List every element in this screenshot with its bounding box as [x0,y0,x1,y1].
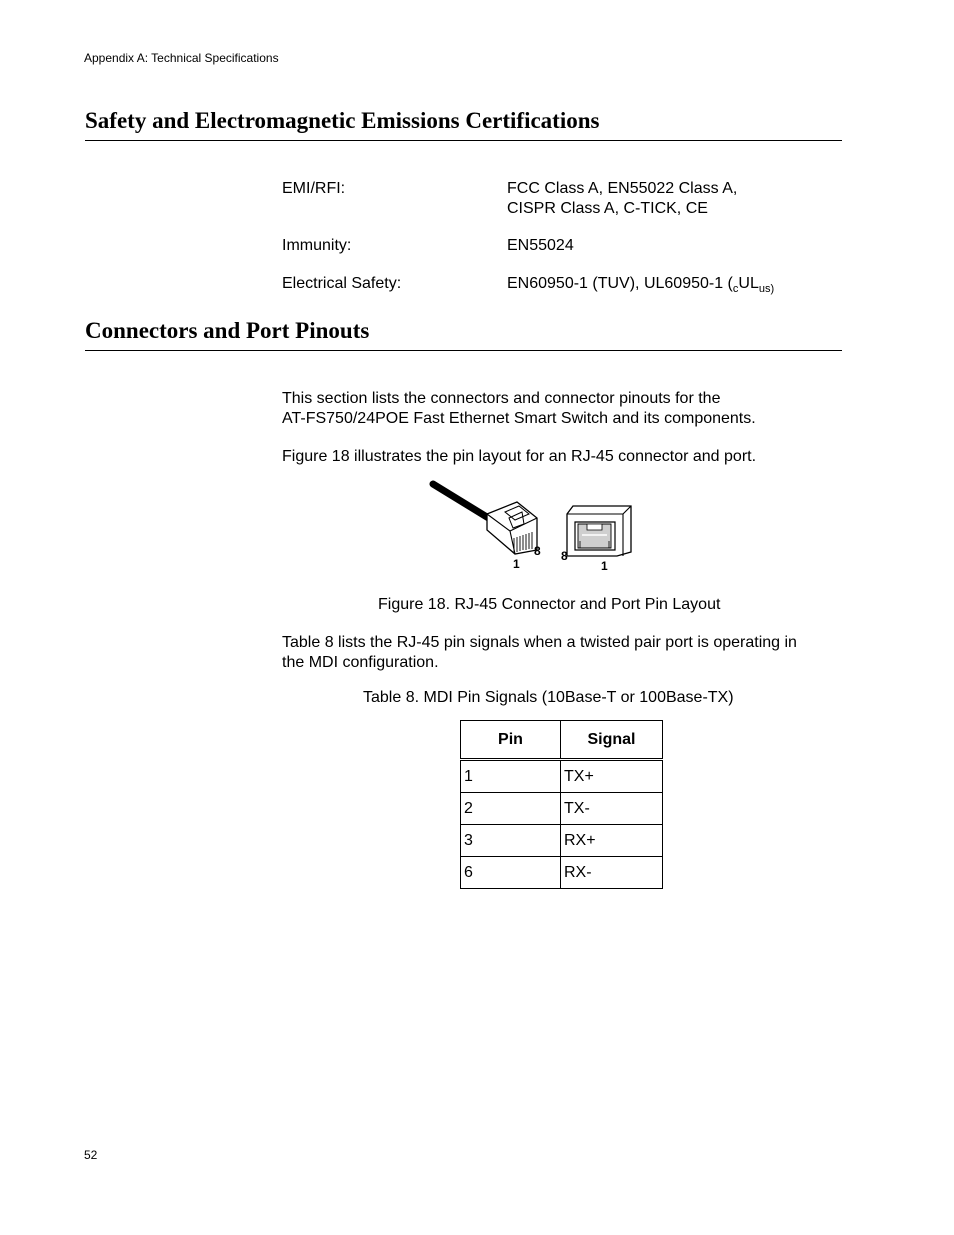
section-divider [85,140,842,141]
column-header-signal: Signal [561,721,663,760]
table-row [461,793,663,825]
pin-cell: 2 [461,793,561,825]
table-row [461,760,663,793]
port-pin-1-label: 1 [601,559,608,573]
table-caption: Table 8. MDI Pin Signals (10Base-T or 100Base-TX) [363,689,734,706]
mdi-pin-signals-table [460,720,663,889]
figure-caption: Figure 18. RJ-45 Connector and Port Pin Layout [378,596,721,613]
table-row [461,825,663,857]
rj45-plug-illustration [433,484,537,554]
plug-pin-8-label: 8 [534,544,541,558]
table-row [461,857,663,889]
spec-value-emi [507,179,737,219]
safety-sub-c: c [732,283,739,295]
pin-cell: 3 [461,825,561,857]
safety-ul: UL [738,275,759,292]
intro-paragraph [282,389,756,429]
section-divider [85,350,842,351]
safety-value-text: EN60950-1 (TUV), UL60950-1 ( [507,275,733,292]
spec-value-electrical-safety [507,274,774,294]
intro-line1: This section lists the connectors and connector pinouts for the [282,390,721,407]
safety-sub-us: us) [758,283,775,295]
page-number: 52 [84,1148,98,1162]
pin-cell: 1 [461,760,561,793]
signal-cell: RX+ [561,825,663,857]
signal-cell: TX+ [561,760,663,793]
section-title-connectors: Connectors and Port Pinouts [85,318,370,343]
signal-cell: RX- [561,857,663,889]
pin-cell: 6 [461,857,561,889]
table-intro-paragraph [282,633,797,673]
intro-line2: AT-FS750/24POE Fast Ethernet Smart Switch and its components. [282,410,756,427]
rj45-port-illustration [567,506,631,556]
table-intro-line1: Table 8 lists the RJ-45 pin signals when a twisted pair port is operating in [282,634,797,651]
spec-label-immunity: Immunity: [282,237,352,254]
spec-label-electrical-safety: Electrical Safety: [282,275,402,292]
signal-cell: TX- [561,793,663,825]
table-intro-line2: the MDI configuration. [282,654,439,671]
figure-reference-paragraph: Figure 18 illustrates the pin layout for an RJ-45 connector and port. [282,448,757,465]
spec-value-emi-line1: FCC Class A, EN55022 Class A, [507,180,738,197]
running-header: Appendix A: Technical Specifications [84,51,279,65]
rj45-figure [425,478,640,573]
table-header-row [461,721,663,760]
port-pin-8-label: 8 [561,549,568,563]
spec-label-emi: EMI/RFI: [282,180,346,197]
spec-value-emi-line2: CISPR Class A, C-TICK, CE [507,200,708,217]
column-header-pin: Pin [461,721,561,760]
section-title-certifications: Safety and Electromagnetic Emissions Certifications [85,108,600,133]
plug-pin-1-label: 1 [513,557,520,571]
spec-value-immunity: EN55024 [507,237,574,254]
